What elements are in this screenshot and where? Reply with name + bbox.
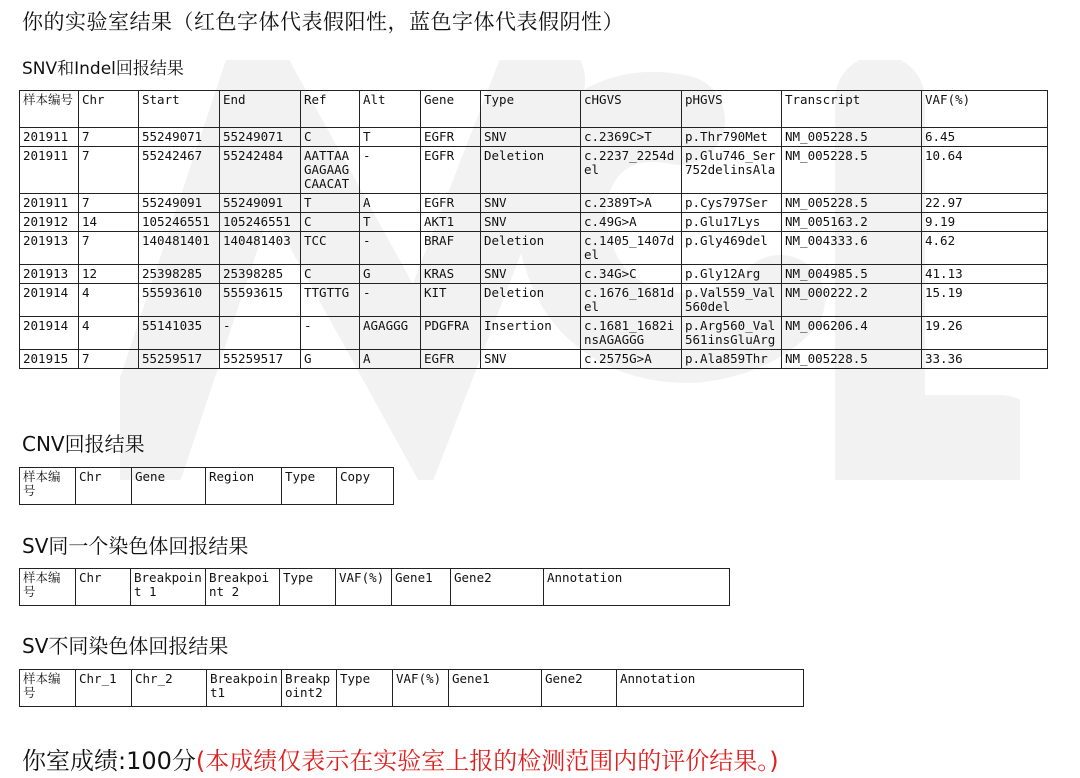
table-cell: c.1676_1681del	[581, 284, 682, 317]
table-cell: TTGTTG	[301, 284, 360, 317]
table-cell: p.Gly12Arg	[682, 265, 782, 284]
table-cell: KRAS	[421, 265, 481, 284]
cnv-table	[19, 467, 394, 505]
cnv-header-row	[20, 468, 394, 505]
table-cell: p.Thr790Met	[682, 128, 782, 147]
table-cell: 7	[79, 232, 139, 265]
table-row	[20, 147, 1048, 194]
table-cell: 55259517	[139, 350, 220, 369]
table-cell: EGFR	[421, 194, 481, 213]
table-cell: p.Glu746_Ser752delinsAla	[682, 147, 782, 194]
table-cell: Deletion	[481, 284, 581, 317]
table-cell: 55242467	[139, 147, 220, 194]
table-cell: c.49G>A	[581, 213, 682, 232]
table-cell: SNV	[481, 194, 581, 213]
column-header: Transcript	[782, 91, 922, 128]
table-cell: AATTAAGAGAAGCAACAT	[301, 147, 360, 194]
table-row	[20, 317, 1048, 350]
table-cell: -	[220, 317, 301, 350]
table-cell: 201912	[20, 213, 79, 232]
table-cell: G	[360, 265, 421, 284]
column-header: Chr_2	[132, 670, 207, 707]
table-cell: 25398285	[139, 265, 220, 284]
table-cell: 201911	[20, 194, 79, 213]
table-cell: EGFR	[421, 128, 481, 147]
page-title: 你的实验室结果（红色字体代表假阳性，蓝色字体代表假阴性）	[22, 10, 624, 34]
table-cell: c.1681_1682insAGAGGG	[581, 317, 682, 350]
table-cell: -	[360, 147, 421, 194]
table-cell: Deletion	[481, 147, 581, 194]
table-cell: T	[360, 128, 421, 147]
table-cell: -	[360, 232, 421, 265]
column-header: Gene	[132, 468, 206, 505]
sv-same-header-row	[20, 569, 730, 606]
table-cell: p.Gly469del	[682, 232, 782, 265]
column-header: 样本编号	[20, 91, 79, 128]
table-cell: 55242484	[220, 147, 301, 194]
table-cell: EGFR	[421, 350, 481, 369]
table-cell: 201914	[20, 317, 79, 350]
sv-diff-header-row	[20, 670, 804, 707]
table-cell: 6.45	[922, 128, 1048, 147]
table-cell: 4	[79, 317, 139, 350]
table-cell: 14	[79, 213, 139, 232]
column-header: 样本编号	[20, 569, 76, 606]
table-cell: C	[301, 265, 360, 284]
snv-header-row	[20, 91, 1048, 128]
table-cell: NM_004333.6	[782, 232, 922, 265]
table-cell: C	[301, 213, 360, 232]
score-label: 你室成绩:100分	[22, 747, 196, 775]
table-cell: c.2369C>T	[581, 128, 682, 147]
table-cell: 7	[79, 350, 139, 369]
table-cell: 140481403	[220, 232, 301, 265]
table-cell: NM_000222.2	[782, 284, 922, 317]
table-cell: 55593610	[139, 284, 220, 317]
table-cell: 55259517	[220, 350, 301, 369]
table-cell: 12	[79, 265, 139, 284]
table-row	[20, 265, 1048, 284]
table-cell: 10.64	[922, 147, 1048, 194]
table-cell: 201913	[20, 265, 79, 284]
sv-same-chromosome-table	[19, 568, 730, 606]
column-header: Type	[481, 91, 581, 128]
table-cell: 55249071	[220, 128, 301, 147]
table-row	[20, 194, 1048, 213]
table-cell: 55249091	[139, 194, 220, 213]
table-cell: 7	[79, 194, 139, 213]
table-cell: A	[360, 350, 421, 369]
column-header: Gene2	[542, 670, 617, 707]
column-header: Chr_1	[76, 670, 132, 707]
column-header: Type	[280, 569, 336, 606]
cnv-section-title: CNV回报结果	[22, 432, 145, 456]
table-row	[20, 128, 1048, 147]
column-header: Annotation	[617, 670, 804, 707]
sv-same-chromosome-title: SV同一个染色体回报结果	[22, 534, 249, 558]
table-cell: T	[301, 194, 360, 213]
table-cell: C	[301, 128, 360, 147]
table-cell: BRAF	[421, 232, 481, 265]
column-header: Type	[337, 670, 393, 707]
column-header: Breakpoint2	[282, 670, 337, 707]
table-cell: 25398285	[220, 265, 301, 284]
column-header: Start	[139, 91, 220, 128]
table-cell: p.Cys797Ser	[682, 194, 782, 213]
table-cell: AGAGGG	[360, 317, 421, 350]
table-cell: NM_004985.5	[782, 265, 922, 284]
column-header: Alt	[360, 91, 421, 128]
table-cell: p.Ala859Thr	[682, 350, 782, 369]
column-header: Chr	[76, 468, 132, 505]
column-header: Type	[282, 468, 337, 505]
column-header: VAF(%)	[336, 569, 392, 606]
table-cell: 201911	[20, 128, 79, 147]
table-cell: c.2237_2254del	[581, 147, 682, 194]
table-cell: -	[360, 284, 421, 317]
column-header: cHGVS	[581, 91, 682, 128]
table-cell: PDGFRA	[421, 317, 481, 350]
snv-table-body	[20, 128, 1048, 369]
column-header: Gene1	[449, 670, 542, 707]
snv-section-title: SNV和Indel回报结果	[22, 59, 184, 79]
table-cell: 15.19	[922, 284, 1048, 317]
table-cell: NM_005228.5	[782, 128, 922, 147]
table-cell: 4.62	[922, 232, 1048, 265]
table-cell: Insertion	[481, 317, 581, 350]
table-cell: 201911	[20, 147, 79, 194]
table-cell: 105246551	[220, 213, 301, 232]
table-row	[20, 232, 1048, 265]
column-header: Chr	[76, 569, 131, 606]
table-cell: p.Arg560_Val561insGluArg	[682, 317, 782, 350]
table-cell: p.Val559_Val560del	[682, 284, 782, 317]
table-cell: 201913	[20, 232, 79, 265]
column-header: pHGVS	[682, 91, 782, 128]
table-cell: SNV	[481, 350, 581, 369]
table-cell: 105246551	[139, 213, 220, 232]
table-cell: A	[360, 194, 421, 213]
table-cell: 33.36	[922, 350, 1048, 369]
table-row	[20, 284, 1048, 317]
column-header: Breakpoint 2	[206, 569, 280, 606]
column-header: End	[220, 91, 301, 128]
table-cell: c.2575G>A	[581, 350, 682, 369]
table-cell: SNV	[481, 128, 581, 147]
table-cell: NM_005163.2	[782, 213, 922, 232]
table-cell: c.34G>C	[581, 265, 682, 284]
table-cell: KIT	[421, 284, 481, 317]
table-cell: 201914	[20, 284, 79, 317]
table-cell: 7	[79, 147, 139, 194]
sv-diff-chromosome-title: SV不同染色体回报结果	[22, 634, 229, 658]
table-cell: 4	[79, 284, 139, 317]
column-header: Region	[206, 468, 282, 505]
table-cell: 55249091	[220, 194, 301, 213]
table-cell: 55593615	[220, 284, 301, 317]
column-header: Gene1	[392, 569, 451, 606]
table-cell: 9.19	[922, 213, 1048, 232]
table-cell: p.Glu17Lys	[682, 213, 782, 232]
column-header: 样本编号	[20, 670, 76, 707]
table-cell: SNV	[481, 213, 581, 232]
table-row	[20, 350, 1048, 369]
table-cell: Deletion	[481, 232, 581, 265]
column-header: Breakpoint 1	[131, 569, 206, 606]
column-header: Breakpoint1	[207, 670, 282, 707]
table-cell: G	[301, 350, 360, 369]
column-header: VAF(%)	[922, 91, 1048, 128]
table-cell: 201915	[20, 350, 79, 369]
column-header: 样本编号	[20, 468, 76, 505]
column-header: Ref	[301, 91, 360, 128]
sv-diff-chromosome-table	[19, 669, 804, 707]
table-cell: -	[301, 317, 360, 350]
table-cell: 22.97	[922, 194, 1048, 213]
table-cell: 41.13	[922, 265, 1048, 284]
snv-indel-table	[19, 90, 1048, 369]
table-cell: 55249071	[139, 128, 220, 147]
table-cell: 55141035	[139, 317, 220, 350]
column-header: Gene	[421, 91, 481, 128]
table-cell: 19.26	[922, 317, 1048, 350]
column-header: Annotation	[544, 569, 730, 606]
table-cell: SNV	[481, 265, 581, 284]
score-line	[22, 741, 779, 776]
score-note: (本成绩仅表示在实验室上报的检测范围内的评价结果。)	[195, 747, 779, 775]
table-cell: 140481401	[139, 232, 220, 265]
table-cell: c.2389T>A	[581, 194, 682, 213]
column-header: Chr	[79, 91, 139, 128]
table-cell: AKT1	[421, 213, 481, 232]
table-cell: NM_005228.5	[782, 194, 922, 213]
table-cell: NM_005228.5	[782, 147, 922, 194]
table-cell: T	[360, 213, 421, 232]
column-header: VAF(%)	[393, 670, 449, 707]
table-cell: NM_005228.5	[782, 350, 922, 369]
table-row	[20, 213, 1048, 232]
table-cell: NM_006206.4	[782, 317, 922, 350]
table-cell: c.1405_1407del	[581, 232, 682, 265]
column-header: Copy	[337, 468, 394, 505]
table-cell: 7	[79, 128, 139, 147]
table-cell: TCC	[301, 232, 360, 265]
table-cell: EGFR	[421, 147, 481, 194]
column-header: Gene2	[451, 569, 544, 606]
